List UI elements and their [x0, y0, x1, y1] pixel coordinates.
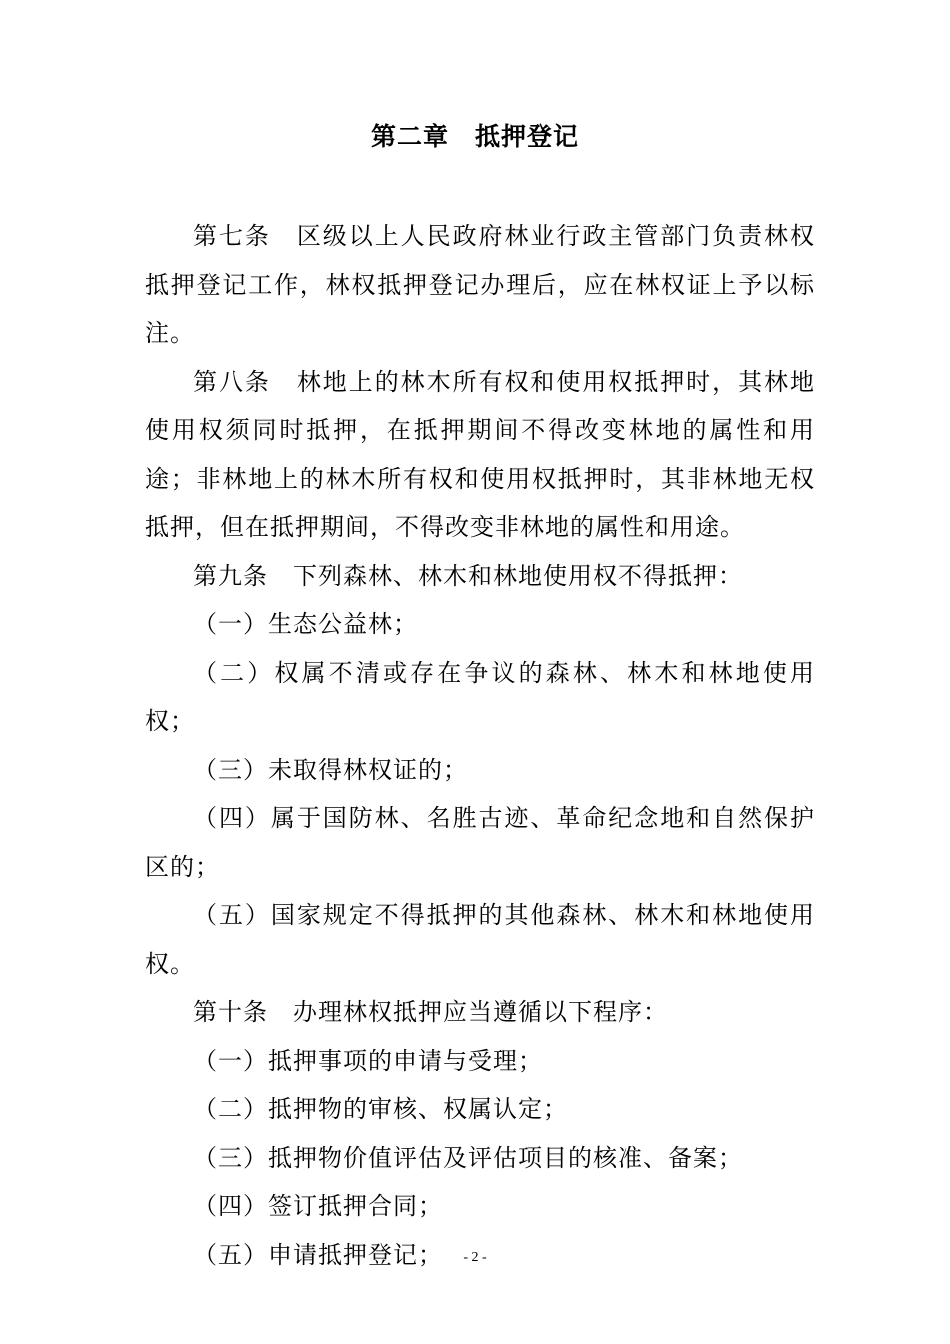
article-9-item-5: （五）国家规定不得抵押的其他森林、林木和林地使用权。	[145, 901, 815, 978]
page-number: - 2 -	[463, 1250, 487, 1265]
article-10-item-4: （四）签订抵押合同；	[193, 1192, 443, 1220]
article-10-item-3: （三）抵押物价值评估及评估项目的核准、备案；	[193, 1143, 743, 1172]
document-body	[145, 212, 815, 1279]
article-9-paragraph: 第九条 下列森林、林木和林地使用权不得抵押：	[193, 561, 743, 590]
article-9-item-4: （四）属于国防林、名胜古迹、革命纪念地和自然保护区的；	[145, 804, 815, 881]
article-10-item-5: （五）申请抵押登记；	[193, 1240, 443, 1269]
article-9-item-2: （二）权属不清或存在争议的森林、林木和林地使用权；	[145, 658, 815, 735]
article-10-item-2: （二）抵押物的审核、权属认定；	[193, 1095, 568, 1123]
article-9-item-1: （一）生态公益林；	[193, 610, 418, 638]
article-9-item-3: （三）未取得林权证的；	[193, 755, 468, 784]
article-10-item-1: （一）抵押事项的申请与受理；	[193, 1046, 543, 1075]
article-10-paragraph: 第十条 办理林权抵押应当遵循以下程序：	[193, 998, 668, 1026]
article-8-paragraph: 第八条 林地上的林木所有权和使用权抵押时，其林地使用权须同时抵押，在抵押期间不得改变林地的属性和用途；非林地上的林木所有权和使用权抵押时，其非林地无权抵押，但在抵押期间，不得改变非林地的属性和用途。	[145, 367, 815, 541]
chapter-title: 第二章 抵押登记	[370, 122, 579, 151]
article-7-paragraph: 第七条 区级以上人民政府林业行政主管部门负责林权抵押登记工作，林权抵押登记办理后，应在林权证上予以标注。	[145, 222, 815, 347]
